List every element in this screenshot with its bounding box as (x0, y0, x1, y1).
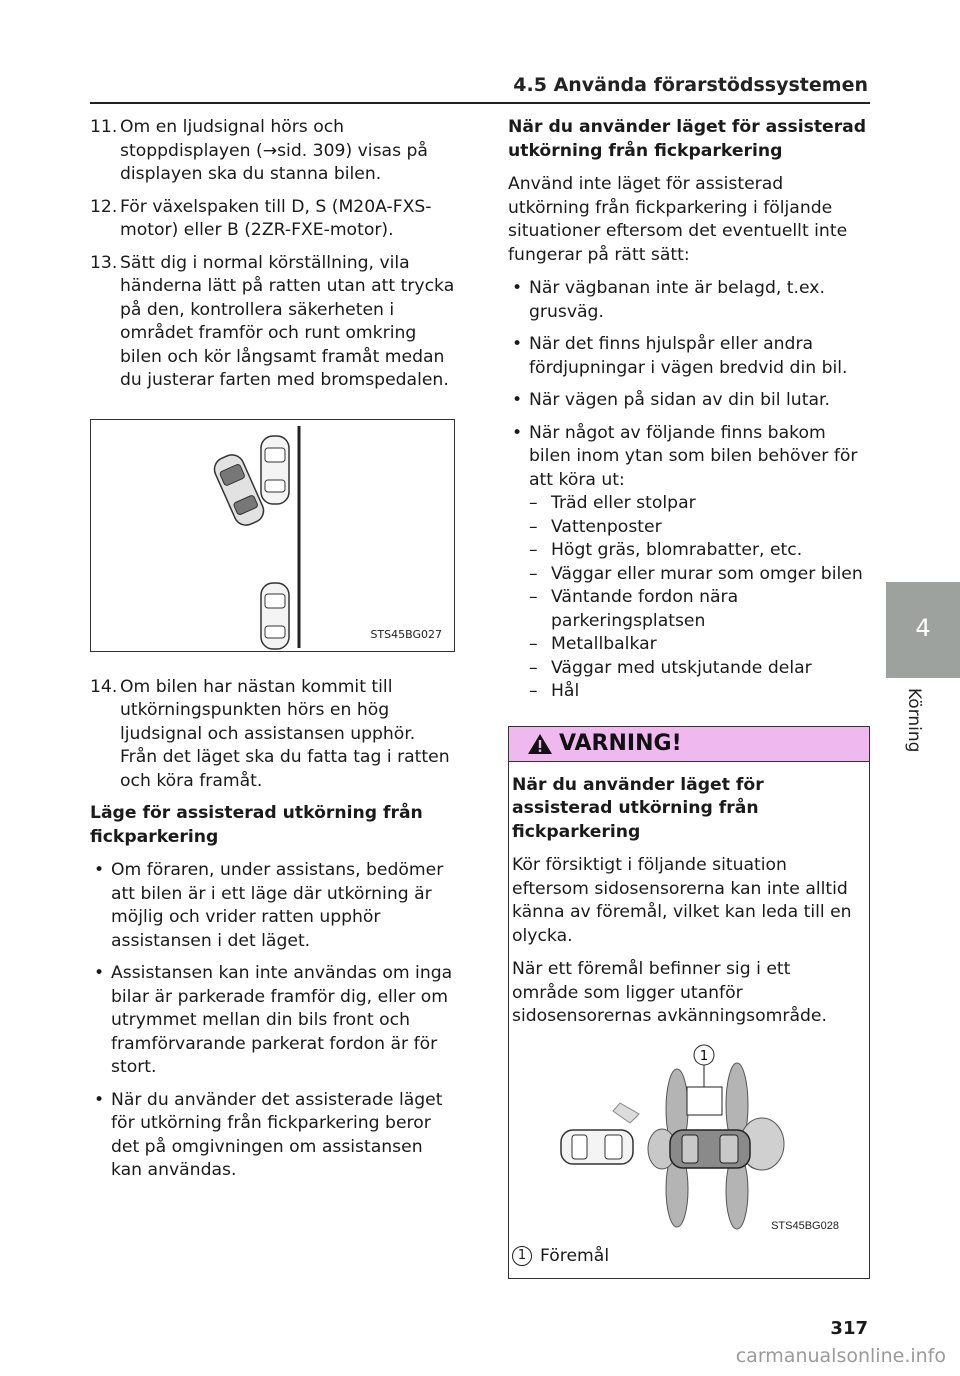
list-item: – Metallbalkar (529, 634, 657, 654)
bullet-item (90, 859, 455, 953)
chapter-number: 4 (915, 614, 931, 642)
left-column (90, 116, 455, 1192)
bullet-text: När vägen på sidan av din bil lutar. (529, 390, 830, 410)
warning-triangle-icon (527, 733, 553, 755)
step-text: Sätt dig i normal körställning, vila händerna lätt på ratten utan att trycka på den, kontrollera säkerheten i området framför och runt omkring bilen och kör långsamt framåt medan du justerar farten med bromspedalen. (120, 252, 455, 390)
parked-car-front (261, 436, 289, 504)
warning-title: VARNING! (559, 730, 682, 756)
list-item: – Väntande fordon nära parkeringsplatsen (529, 587, 739, 631)
bullet-item (508, 333, 870, 380)
step-text: För växelspaken till D, S (M20A-FXS-motor) eller B (2ZR-FXE-motor). (120, 196, 432, 240)
chapter-label: Körning (904, 688, 924, 753)
list-item: – Väggar eller murar som omger bilen (529, 563, 863, 584)
legend-text: Föremål (540, 1245, 610, 1266)
legend-number: 1 (512, 1246, 532, 1266)
warning-box (508, 726, 870, 1280)
warning-body (509, 762, 869, 1279)
assisted-exit-heading: Läge för assisterad utkörning från fickparkering (90, 803, 423, 847)
warning-heading: När du använder läget för assisterad utkörning från fickparkering (512, 774, 764, 842)
step-14 (90, 676, 455, 794)
bullet-dot: • (512, 422, 523, 443)
step-13 (90, 252, 455, 393)
bullet-item (90, 1089, 455, 1183)
bullet-text: När du använder det assisterade läget för utkörning från fickparkering beror det på omgivningen om assistansen kan användas. (111, 1089, 443, 1180)
figure-code: STS45BG027 (370, 628, 442, 641)
watermark: carmanualsonline.info (735, 1345, 946, 1367)
bullet-dot: • (512, 334, 523, 354)
bullet-dot: • (512, 278, 523, 298)
list-item: – Högt gräs, blomrabatter, etc. (529, 540, 803, 560)
section-title: 4.5 Använda förarstödssystemen (513, 74, 868, 96)
step-12 (90, 196, 455, 243)
bullet-item (90, 962, 455, 1080)
usage-intro: Använd inte läget för assisterad utkörning från fickparkering i följande situationer eftersom det eventuellt inte fungerar på rätt sätt: (508, 174, 848, 265)
step-number: 11. (90, 117, 118, 137)
bullet-item (508, 389, 870, 413)
right-column (508, 116, 870, 1279)
step-number: 14. (90, 676, 118, 697)
other-car (561, 1130, 633, 1164)
page-number: 317 (830, 1318, 868, 1339)
figure-code: STS45BG028 (771, 1219, 839, 1232)
step-number: 12. (90, 196, 118, 217)
bullet-dot: • (512, 390, 523, 410)
legend (512, 1245, 859, 1269)
usage-heading: När du använder läget för assisterad utkörning från fickparkering (508, 117, 867, 161)
sensor-diagram-svg (512, 1039, 867, 1239)
step-text: Om en ljudsignal hörs och stoppdisplayen (→sid. 309) visas på displayen ska du stanna bilen. (120, 117, 428, 184)
bullet-dot: • (94, 963, 105, 983)
step-text: Om bilen har nästan kommit till utkörningspunkten hörs en hög ljudsignal och assistansen upphör. Från det läget ska du fatta tag i ratten och köra framåt. (120, 676, 450, 791)
bullet-text: När något av följande finns bakom bilen inom ytan som bilen behöver för att köra ut: (529, 422, 858, 490)
warning-para-1: Kör försiktigt i följande situation eftersom sidosensorerna kan inte alltid känna av föremål, vilket kan leda till en olycka. (512, 855, 852, 946)
step-number: 13. (90, 252, 118, 273)
list-item: – Träd eller stolpar (529, 493, 696, 513)
list-item: – Hål (529, 681, 580, 701)
bullet-text: Assistansen kan inte användas om inga bilar är parkerade framför dig, eller om utrymmet mellan din bils front och framförvarande parkerat fordon är för stort. (111, 963, 453, 1077)
step-11 (90, 116, 455, 187)
bullet-dot: • (94, 860, 105, 880)
list-item: – Väggar med utskjutande delar (529, 657, 812, 678)
warning-header (509, 727, 869, 762)
sensor-range-illustration (512, 1039, 867, 1239)
bullet-item (508, 277, 870, 324)
parked-car-rear (261, 583, 289, 649)
parking-illustration (90, 419, 455, 652)
obstacle-list (529, 492, 870, 704)
bullet-text: Om föraren, under assistans, bedömer att bilen är i ett läge där utkörning är möjlig och vrider ratten upphör assistansen i det läget. (111, 860, 444, 951)
parking-diagram-svg (91, 420, 454, 651)
callout-number: 1 (699, 1048, 709, 1064)
own-car (670, 1130, 750, 1168)
list-item: – Vattenposter (529, 516, 662, 537)
own-car (211, 451, 268, 529)
bullet-item (508, 422, 870, 493)
bullet-dot: • (94, 1089, 105, 1110)
chapter-label-wrap (904, 688, 926, 778)
bullet-text: När vägbanan inte är belagd, t.ex. grusväg. (529, 278, 825, 322)
bullet-text: När det finns hjulspår eller andra fördjupningar i vägen bredvid din bil. (529, 334, 848, 378)
header-rule (90, 102, 870, 104)
warning-para-2: När ett föremål befinner sig i ett område som ligger utanför sidosensorernas avkänningsområde. (512, 959, 827, 1026)
